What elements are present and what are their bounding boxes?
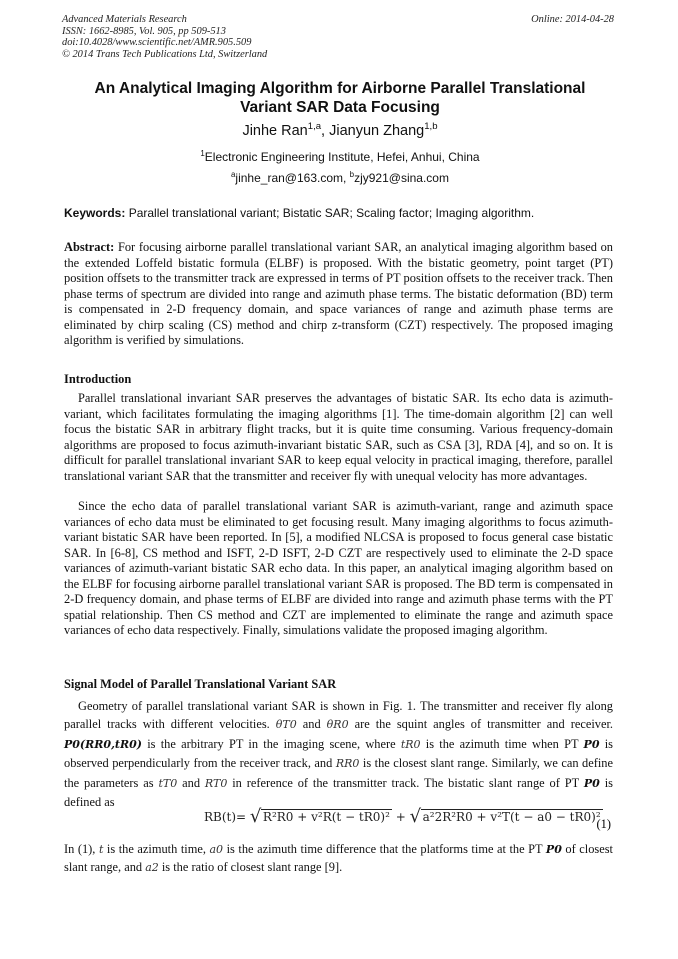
signal-model-paragraph [64,697,613,811]
intro-paragraph-2: Since the echo data of parallel translational variant SAR is azimuth-variant, range and azimuth space variances of echo data must be eliminated to get focusing result. Many imaging algorithms to focus azimuth-variant bistatic SAR have been reported. In [5], a modified NLCSA is proposed to focus general case bistatic SAR. In [6-8], CS method and ISFT, 2-D ISFT, 2-D CZT are respectively used to eliminate the 2-D space variances of azimuth-variant bistatic SAR echo data. In this paper, an analytical imaging algorithm based on the ELBF for focusing airborne parallel translational variant SAR is proposed. The BD term is compensated in 2-D frequency domain, and phase terms of ELBF are divided into range and azimuth phase terms with the PT spatial relationship. Then CS method and CZT are implemented to eliminate the range and azimuth space variances of echo data respectively. Finally, simulations validate the proposed imaging algorithm. [64,499,613,637]
author-superscript: 1,b [424,121,438,133]
equation-number: (1) [596,817,611,831]
email-link[interactable]: zjy921@sina.com [354,171,449,185]
paragraph-text: are the squint angles of transmitter and receiver. [348,717,613,732]
paragraph-text: and [296,717,327,732]
email-link[interactable]: jinhe_ran@163.com [235,171,343,185]
issn-line: ISSN: 1662-8985, Vol. 905, pp 509-513 [62,25,226,37]
symbol-t: t [98,843,104,856]
symbol-p0: P0 [583,776,600,790]
doi-line: doi:10.4028/www.scientific.net/AMR.905.509 [62,37,252,49]
paragraph-text: Geometry of parallel translational variant SAR is shown in Fig. 1. The transmitter and receiver fly along parallel tracks with different velocities. [64,699,613,732]
paragraph-text: is defined as [64,775,613,810]
symbol-theta-t0: θT0 [275,718,297,732]
author-emails [64,171,616,185]
keywords-text: Parallel translational variant; Bistatic SAR; Scaling factor; Imaging algorithm. [125,206,535,220]
author-name: Jinhe Ran [242,123,308,139]
symbol-p0: P0 [545,843,562,856]
affiliation-text: Electronic Engineering Institute, Hefei, Anhui, China [204,150,480,164]
paragraph-text: is the azimuth time difference that the platforms time at the PT [223,842,546,856]
symbol-r-r0: RR0 [335,757,360,771]
paragraph-text: is the arbitrary PT in the imaging scene, where [141,736,401,751]
paragraph-text: and [177,775,205,790]
sqrt-content: a²2R²R0 + v²T(t − a0 − tR0)² [422,810,601,824]
equation-1 [64,807,613,841]
paragraph-text: is observed perpendicularly from the receiver track, and [64,736,613,771]
journal-name: Advanced Materials Research [62,14,187,25]
sqrt-term-transmitter [410,809,603,824]
keywords [64,206,619,220]
abstract-text: For focusing airborne parallel translational variant SAR, an analytical imaging algorithm based on the extended Loffeld bistatic formula (ELBF) is proposed. With the bistatic geometry, point target (PT) position offsets to the transmitter track are expressed in terms of PT position offsets to the receiver track. Then phase terms of spectrum are divided into range and azimuth phase terms. The bistatic deformation (BD) term is compensated in 2-D frequency domain, and space variances of range and azimuth phase terms are eliminated by chirp scaling (CS) method and chirp z-transform (CZT) respectively. The proposed imaging algorithm is verified by simulations. [64,240,613,347]
symbol-r-t0: RT0 [204,776,228,790]
paragraph-text: is the closest slant range. Similarly, we can define the parameters as [64,756,613,790]
sqrt-content: R²R0 + v²R(t − tR0)² [262,810,390,824]
equation-explanation [64,841,613,876]
journal-header [62,14,267,60]
intro-paragraph-1: Parallel translational invariant SAR preserves the advantages of bistatic SAR. Its echo data is azimuth-variant, which facilitates formulating the imaging algorithms [1]. The time-domain algorithm [2] can well focus the bistatic SAR in arbitrary flight tracks, but it is quite time consuming. Various frequency-domain algorithms are proposed to focus azimuth-invariant bistatic SAR, such as CSA [3], RDA [4], and so on. It is difficult for parallel translational invariant SAR to keep equal velocity in practical imaging, therefore, parallel translational variant SAR that the transmitter and receiver fly with unequal velocity has more advantages. [64,391,613,483]
paper-title: An Analytical Imaging Algorithm for Airborne Parallel Translational Variant SAR Data Focusing [94,80,586,116]
paragraph-text: in reference of the transmitter track. The bistatic slant range of PT [227,775,584,790]
abstract [64,240,613,349]
abstract-label: Abstract: [64,240,115,254]
email-separator: , [343,171,350,185]
symbol-a2: a2 [145,860,159,874]
email-superscript: b [349,170,355,179]
author-name: Jianyun Zhang [329,123,425,139]
keywords-label: Keywords: [64,206,126,220]
symbol-theta-r0: θR0 [326,718,349,732]
section-heading-signal-model: Signal Model of Parallel Translational Variant SAR [64,677,337,691]
sqrt-term-receiver [250,809,392,824]
symbol-t-r0: tR0 [400,737,421,751]
affiliation-superscript: 1 [200,149,205,158]
author-separator: , [321,123,330,139]
affiliation [64,150,616,164]
online-date: Online: 2014-04-28 [531,14,614,25]
symbol-p0: P0 [583,737,600,751]
symbol-p0-coordinates: P0(RR0,tR0) [64,737,142,751]
equation-body [204,809,603,824]
paragraph-text: is the azimuth time when PT [420,736,584,751]
paragraph-text: of closest slant range, and [64,842,613,874]
copyright-line: © 2014 Trans Tech Publications Ltd, Switzerland [62,48,268,60]
symbol-a0: a0 [209,843,224,856]
paragraph-text: is the ratio of closest slant range [9]. [158,859,343,874]
author-list [64,123,616,139]
email-superscript: a [231,170,236,179]
equation-plus: + [391,810,410,824]
paragraph-text: In (1), [64,842,99,856]
author-superscript: 1,a [307,121,322,133]
symbol-t-t0: tT0 [158,776,178,790]
equation-lhs: RB(t)= [204,810,247,824]
section-heading-introduction: Introduction [64,372,132,386]
paragraph-text: is the azimuth time, [103,842,210,856]
